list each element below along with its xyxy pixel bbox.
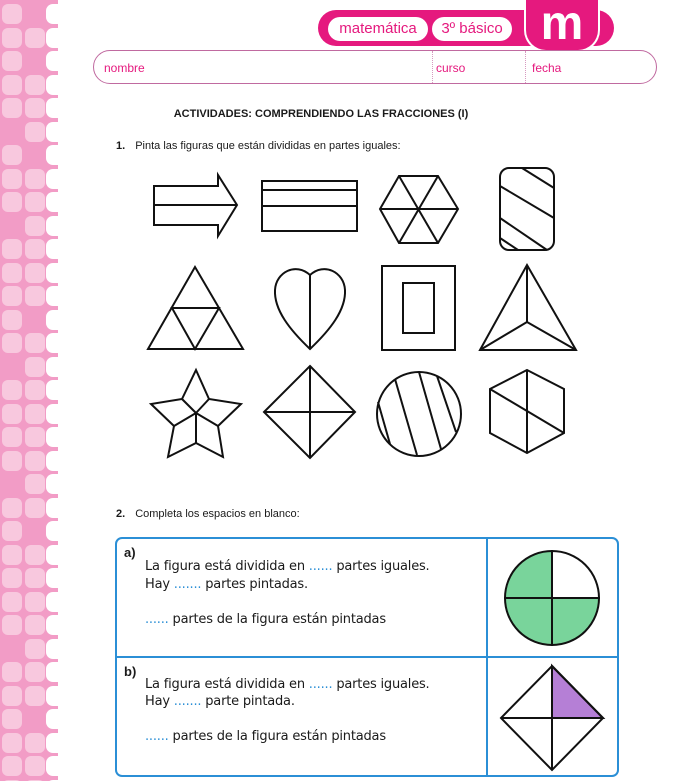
decorative-notch (46, 733, 58, 753)
item-a-letter: a) (124, 545, 136, 560)
text: La figura está dividida en (145, 559, 305, 574)
text: partes iguales. (336, 559, 430, 574)
circle-quarters-figure (488, 539, 619, 656)
question-number: 2. (116, 508, 126, 520)
decorative-tile (25, 474, 45, 494)
text: partes iguales. (336, 677, 430, 692)
decorative-notch (46, 686, 58, 706)
decorative-notch (46, 568, 58, 588)
decorative-notch (46, 498, 58, 518)
decorative-tile (2, 733, 22, 753)
decorative-tile (25, 615, 45, 635)
decorative-tile (2, 498, 22, 518)
framed-square-figure[interactable] (382, 266, 455, 350)
answer-table (115, 537, 619, 777)
decorative-tile (2, 756, 22, 776)
star-figure[interactable] (151, 370, 241, 457)
blank-field[interactable]: ...... (145, 612, 169, 627)
decorative-tile (25, 686, 45, 706)
decorative-tile (2, 545, 22, 565)
question-text: Completa los espacios en blanco: (135, 508, 300, 520)
question-number: 1. (116, 140, 126, 152)
decorative-notch (46, 592, 58, 612)
blank-field[interactable]: ...... (145, 729, 169, 744)
question-text: Pinta las figuras que están divididas en partes iguales: (135, 140, 401, 152)
text: partes de la figura están pintadas (172, 612, 386, 627)
triangle-4-figure[interactable] (148, 267, 243, 349)
blank-field[interactable]: ...... (308, 559, 333, 574)
decorative-tile (25, 662, 45, 682)
striped-circle-figure[interactable] (377, 372, 461, 456)
subject-label: matemática (328, 17, 428, 41)
decorative-notch (46, 662, 58, 682)
item-b-line-1 (145, 677, 430, 692)
text: Hay (145, 694, 170, 709)
decorative-tile (2, 568, 22, 588)
item-b-line-3 (145, 729, 386, 744)
arrow-figure[interactable] (154, 175, 237, 236)
decorative-tile (2, 709, 22, 729)
decorative-tile (25, 592, 45, 612)
item-a-line-3 (145, 612, 386, 627)
decorative-notch (46, 545, 58, 565)
worksheet-title: ACTIVIDADES: COMPRENDIENDO LAS FRACCIONES (I) (173, 108, 469, 120)
question-2 (116, 508, 300, 520)
item-b-line-2 (145, 694, 295, 709)
date-field-label: fecha (532, 61, 562, 75)
blank-field[interactable]: ...... (308, 677, 333, 692)
decorative-notch (46, 474, 58, 494)
heart-figure[interactable] (275, 269, 345, 349)
item-b-letter: b) (124, 664, 137, 679)
hexagon-figure[interactable] (380, 176, 458, 243)
decorative-tile (25, 568, 45, 588)
grade-label: 3º básico (432, 17, 512, 41)
text: La figura está dividida en (145, 677, 305, 692)
decorative-tile (2, 592, 22, 612)
decorative-tile (2, 521, 22, 541)
rectangle-strips-figure[interactable] (262, 181, 357, 231)
decorative-tile (25, 756, 45, 776)
triangle-3-figure[interactable] (480, 265, 576, 350)
rounded-rect-figure[interactable] (500, 168, 554, 250)
decorative-tile (25, 733, 45, 753)
diamond-figure[interactable] (264, 366, 355, 458)
decorative-tile (25, 545, 45, 565)
logo-badge: m (524, 0, 600, 52)
hexagon-unequal-figure[interactable] (490, 370, 564, 453)
decorative-notch (46, 615, 58, 635)
text: partes pintadas. (205, 577, 308, 592)
decorative-tile (2, 686, 22, 706)
blank-field[interactable]: ....... (173, 577, 202, 592)
name-field-label: nombre (104, 61, 145, 75)
decorative-notch (46, 639, 58, 659)
decorative-tile (2, 615, 22, 635)
item-a-line-2 (145, 577, 308, 592)
text: partes de la figura están pintadas (172, 729, 386, 744)
course-field-label: curso (436, 61, 466, 75)
decorative-tile (2, 662, 22, 682)
decorative-notch (46, 521, 58, 541)
decorative-notch (46, 756, 58, 776)
decorative-tile (25, 639, 45, 659)
decorative-tile (25, 498, 45, 518)
text: Hay (145, 577, 170, 592)
item-a-line-1 (145, 559, 430, 574)
blank-field[interactable]: ....... (173, 694, 202, 709)
text: parte pintada. (205, 694, 295, 709)
decorative-notch (46, 709, 58, 729)
diamond-quarters-figure (488, 658, 619, 777)
